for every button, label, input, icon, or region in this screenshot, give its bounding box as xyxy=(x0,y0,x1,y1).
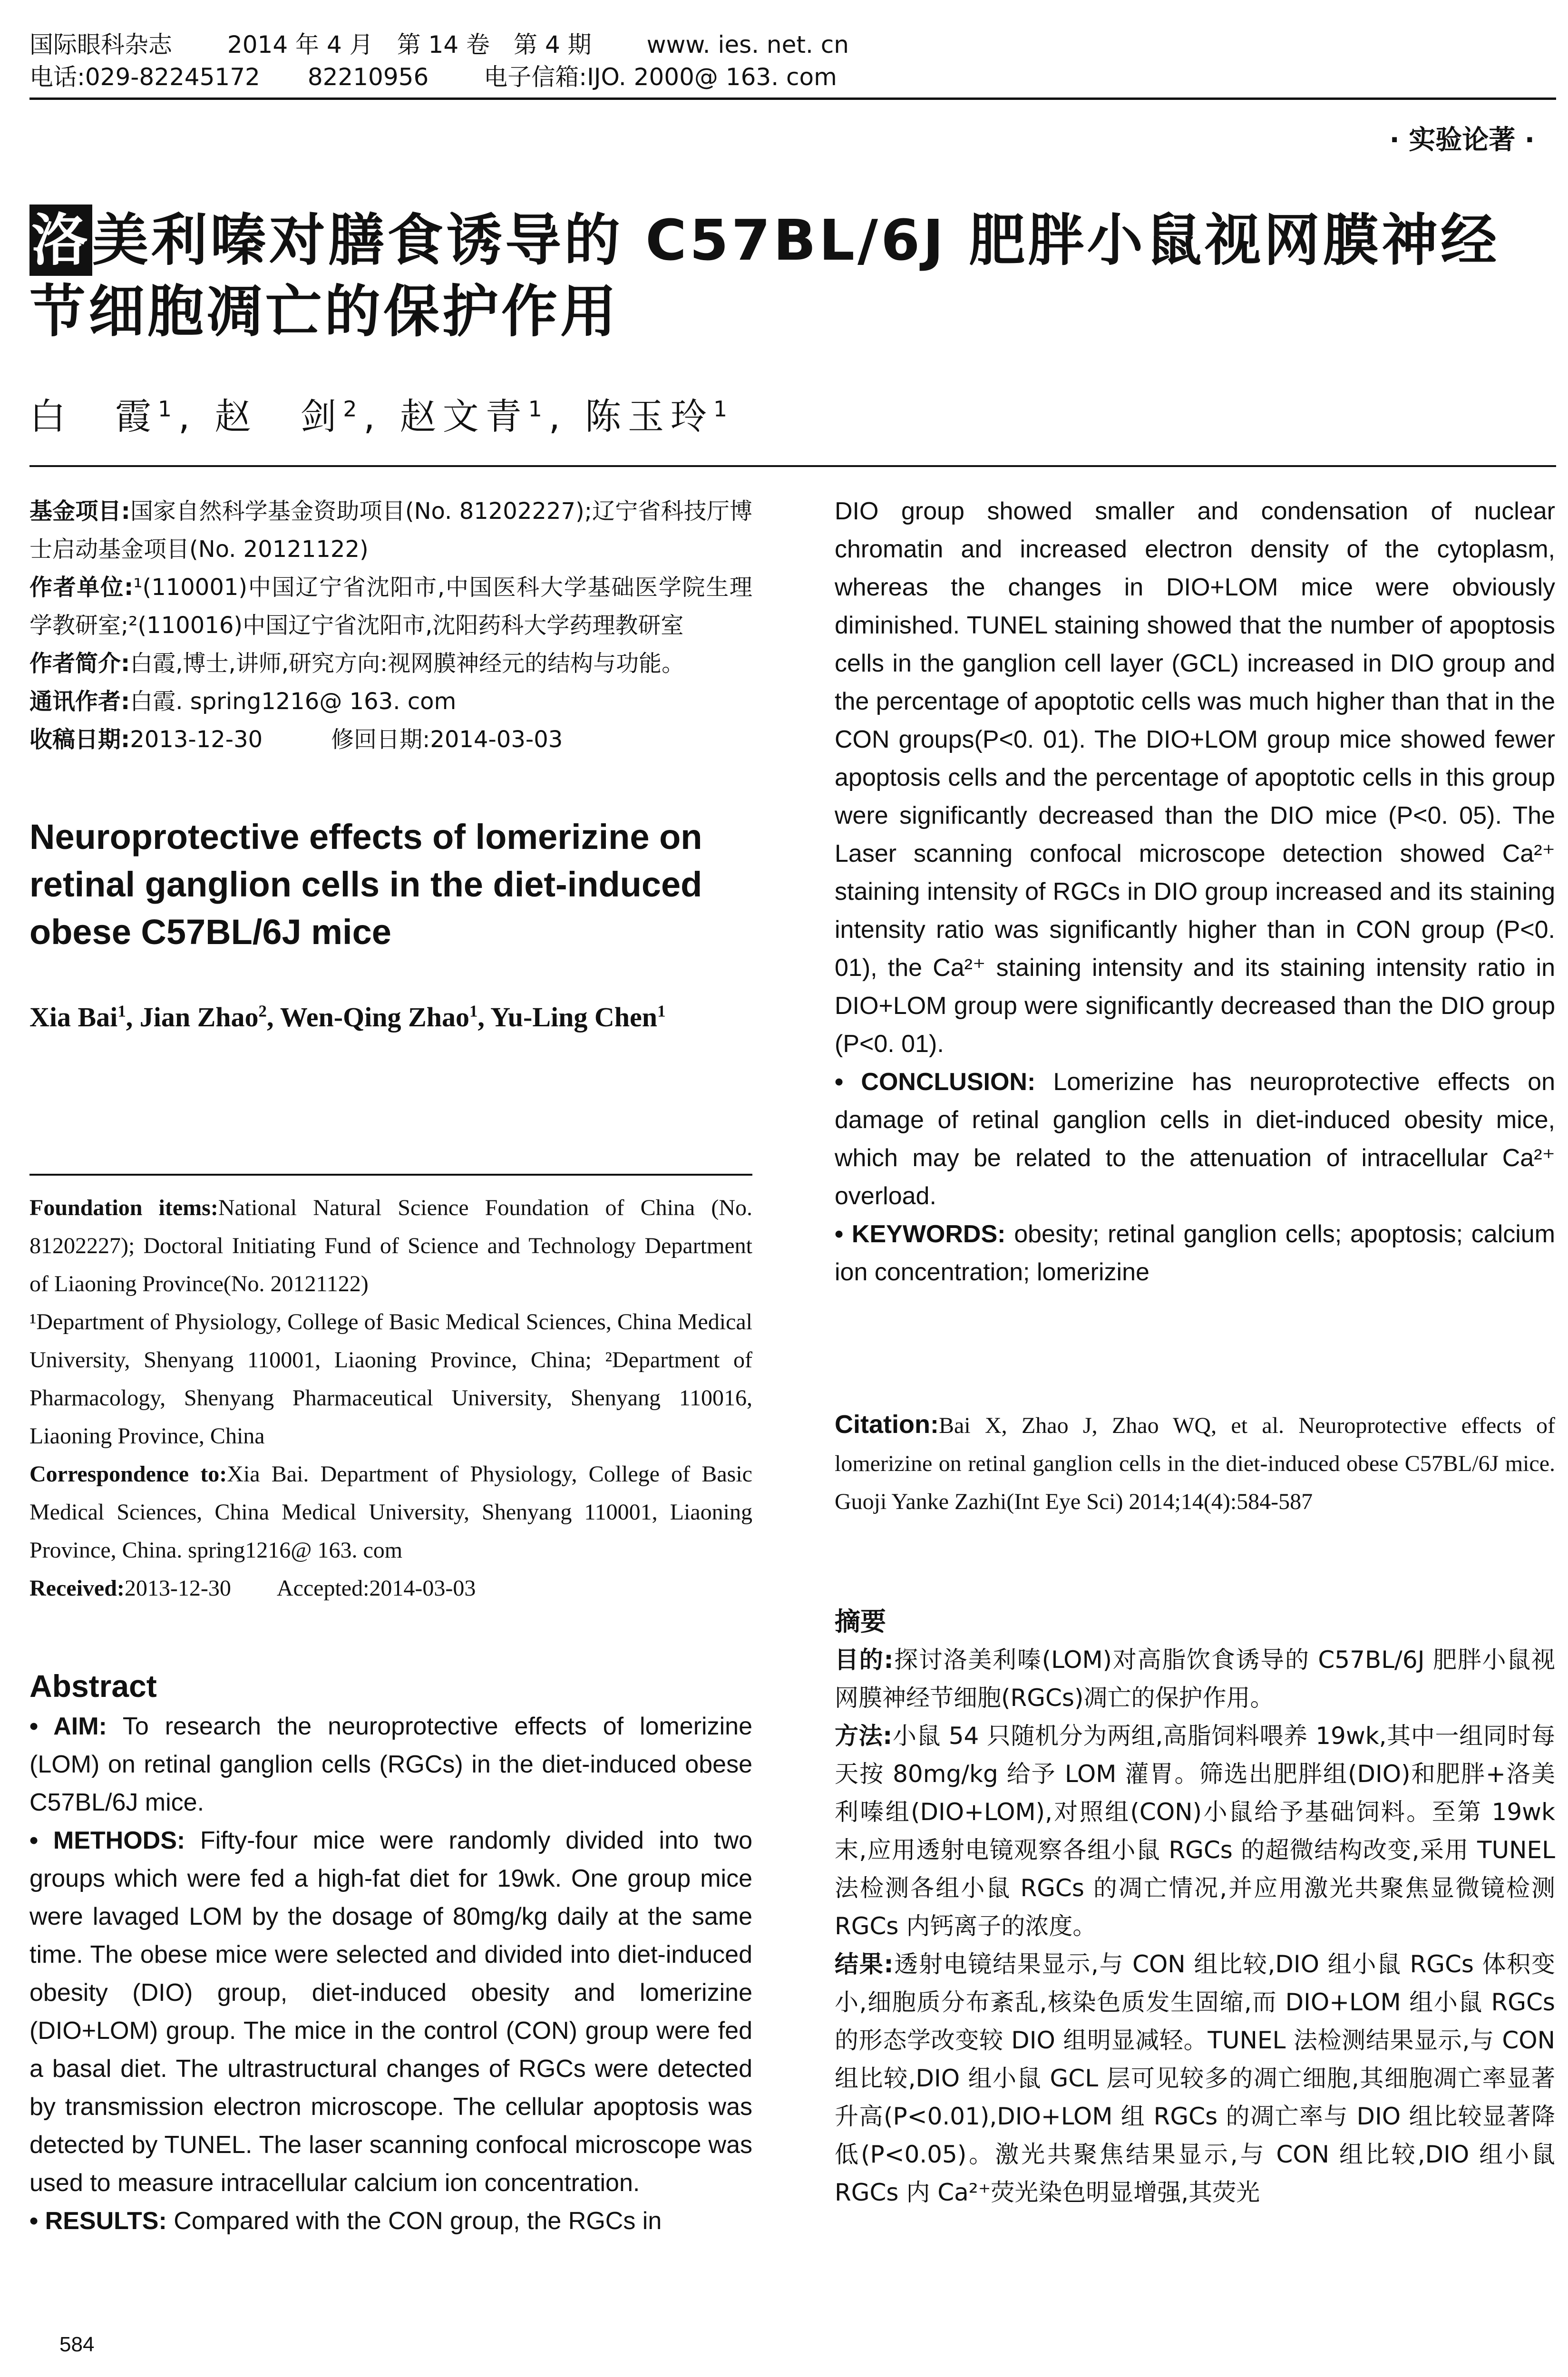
abstract-left xyxy=(29,1665,752,2240)
journal-header xyxy=(29,29,1556,93)
meta-item: 基金项目:国家自然科学基金资助项目(No. 81202227);辽宁省科技厅博士启动基金项目(No. 20121122) xyxy=(29,498,752,563)
phone: 电话:029-82245172 82210956 xyxy=(29,63,429,91)
author-rule xyxy=(29,465,1556,467)
meta-item: ¹Department of Physiology, College of Basic Medical Sciences, China Medical University, Shenyang 110001, Liaoning Province, China; ²Department of Pharmacology, Shenyang Pharmaceutical University, Shenyang 110016, Liaoning Province, China xyxy=(29,1309,752,1449)
left-column xyxy=(29,492,752,1038)
title-en: Neuroprotective effects of lomerizine on retinal ganglion cells in the diet-induced obese C57BL/6J mice xyxy=(29,817,702,952)
cn-abstract xyxy=(835,1603,1555,2211)
cn-meta xyxy=(29,492,752,759)
author-cn: 白 霞 xyxy=(29,395,158,438)
title-first-char: 洛 xyxy=(29,205,92,276)
section-label: · 实验论著 · xyxy=(1389,125,1535,156)
meta-item: 作者简介:白霞,博士,讲师,研究方向:视网膜神经元的结构与功能。 xyxy=(29,650,685,677)
authors-en: Xia Bai$^1$, Jian Zhao$^2$, Wen-Qing Zhao$^1$, Yu-Ling Chen$^1$ xyxy=(29,1002,666,1033)
header-rule xyxy=(29,97,1556,100)
email: 电子信箱:IJO. 2000@ 163. com xyxy=(484,63,837,91)
title-cn xyxy=(29,205,1556,347)
journal-name: 国际眼科杂志 xyxy=(29,31,172,58)
abstract-item: • KEYWORDS: obesity; retinal ganglion cells; apoptosis; calcium ion concentration; lomerizine xyxy=(835,1220,1555,1286)
en-meta xyxy=(29,1189,752,1607)
author-cn: 赵文青 xyxy=(399,395,528,438)
page-number: 584 xyxy=(59,2333,95,2356)
author-cn: 赵 剑 xyxy=(214,395,343,438)
meta-item: Received:2013-12-30 Accepted:2014-03-03 xyxy=(29,1576,476,1601)
website: www. ies. net. cn xyxy=(646,31,849,58)
abstract-right xyxy=(835,492,1555,1291)
issue-info: 2014 年 4 月 第 14 卷 第 4 期 xyxy=(227,31,592,58)
meta-item: 作者单位:¹(110001)中国辽宁省沈阳市,中国医科大学基础医学院生理学教研室;²(110016)中国辽宁省沈阳市,沈阳药科大学药理教研室 xyxy=(29,574,752,639)
citation: Citation:Bai X, Zhao J, Zhao WQ, et al. Neuroprotective effects of lomerizine on retinal ganglion cells in the diet-induced obese C57BL/6J mice. Guoji Yanke Zazhi(Int Eye Sci) 2014;14(4):584-587 xyxy=(835,1410,1555,1514)
abstract-item: • AIM: To research the neuroprotective effects of lomerizine (LOM) on retinal ganglion cells (RGCs) in the diet-induced obese C57BL/6J mice. xyxy=(29,1713,752,1816)
meta-item: 通讯作者:白霞. spring1216@ 163. com xyxy=(29,688,457,715)
abstract-item: • METHODS: Fifty-four mice were randomly divided into two groups which were fed a high-fat diet for 19wk. One group mice were lavaged LOM by the dosage of 80mg/kg daily at the same time. The obese mice were selected and divided into diet-induced obesity (DIO) group, diet-induced obesity and lomerizine (DIO+LOM) group. The mice in the control (CON) group were fed a basal diet. The ultrastructural changes of RGCs were detected by transmission electron microscope. The cellular apoptosis was detected by TUNEL. The laser scanning confocal microscope was used to measure intracellular calcium ion concentration. xyxy=(29,1827,752,2197)
authors-cn: 白 霞$^1$, 赵 剑$^2$, 赵文青$^1$, 陈玉玲$^1$ xyxy=(29,395,734,438)
cn-abstract-item: 结果:透射电镜结果显示,与 CON 组比较,DIO 组小鼠 RGCs 体积变小,细胞质分布紊乱,核染色质发生固缩,而 DIO+LOM 组小鼠 RGCs 的形态学改变较 DIO 组明显减轻。TUNEL 法检测结果显示,与 CON 组比较,DIO 组小鼠 GCL 层可见较多的凋亡细胞,其细胞凋亡率显著升高(P<0.01),DIO+LOM 组 RGCs 的凋亡率与 DIO 组比较显著降低(P<0.05)。激光共聚焦结果显示,与 CON 组比较,DIO 组小鼠 RGCs 内 Ca²⁺荧光染色明显增强,其荧光 xyxy=(835,1950,1555,2206)
author-cn: 陈玉玲 xyxy=(585,395,714,438)
meta-item: Foundation items:National Natural Science Foundation of China (No. 81202227); Doctoral Initiating Fund of Science and Technology Department of Liaoning Province(No. 20121122) xyxy=(29,1195,752,1296)
meta-item: Correspondence to:Xia Bai. Department of Physiology, College of Basic Medical Sciences, China Medical University, Shenyang 110001, Liaoning Province, China. spring1216@ 163. com xyxy=(29,1461,752,1563)
cn-abstract-item: 方法:小鼠 54 只随机分为两组,高脂饲料喂养 19wk,其中一组同时每天按 80mg/kg 给予 LOM 灌胃。筛选出肥胖组(DIO)和肥胖+洛美利嗪组(DIO+LOM),对照组(CON)小鼠给予基础饲料。至第 19wk 末,应用透射电镜观察各组小鼠 RGCs 的超微结构改变,采用 TUNEL 法检测各组小鼠 RGCs 的凋亡情况,并应用激光共聚焦显微镜检测 RGCs 内钙离子的浓度。 xyxy=(835,1722,1556,1940)
title-cn-rest: 美利嗪对膳食诱导的 C57BL/6J 肥胖小鼠视网膜神经节细胞凋亡的保护作用 xyxy=(29,207,1500,344)
header-line-2 xyxy=(29,61,1556,93)
header-line-1 xyxy=(29,29,1556,61)
abstract-item: • CONCLUSION: Lomerizine has neuroprotective effects on damage of retinal ganglion cells in diet-induced obesity mice, which may be related to the attenuation of intracellular Ca²⁺ overload. xyxy=(835,1068,1555,1210)
cn-abstract-heading: 摘要 xyxy=(835,1607,886,1637)
meta-item: 收稿日期:2013-12-30 修回日期:2014-03-03 xyxy=(29,726,563,753)
abstract-item: • RESULTS: Compared with the CON group, the RGCs in xyxy=(29,2207,662,2235)
cn-abstract-item: 目的:探讨洛美利嗪(LOM)对高脂饮食诱导的 C57BL/6J 肥胖小鼠视网膜神经节细胞(RGCs)凋亡的保护作用。 xyxy=(835,1646,1556,1712)
abstract-heading: Abstract xyxy=(29,1668,157,1704)
abstract-item: DIO group showed smaller and condensation of nuclear chromatin and increased electron density of the cytoplasm, whereas the changes in DIO+LOM mice were obviously diminished. TUNEL staining showed that the number of apoptosis cells in the ganglion cell layer (GCL) increased in DIO group and the percentage of apoptotic cells was much higher than that in the CON groups(P<0. 01). The DIO+LOM group mice showed fewer apoptosis cells and the percentage of apoptotic cells in this group were significantly decreased than the DIO mice (P<0. 05). The Laser scanning confocal microscope detection showed Ca²⁺ staining intensity of RGCs in DIO group increased and its staining intensity ratio was significantly higher than in CON group (P<0. 01), the Ca²⁺ staining intensity and its staining intensity ratio in DIO+LOM group were significantly decreased than the DIO group (P<0. 01). xyxy=(835,497,1555,1058)
meta-rule xyxy=(29,1174,752,1176)
